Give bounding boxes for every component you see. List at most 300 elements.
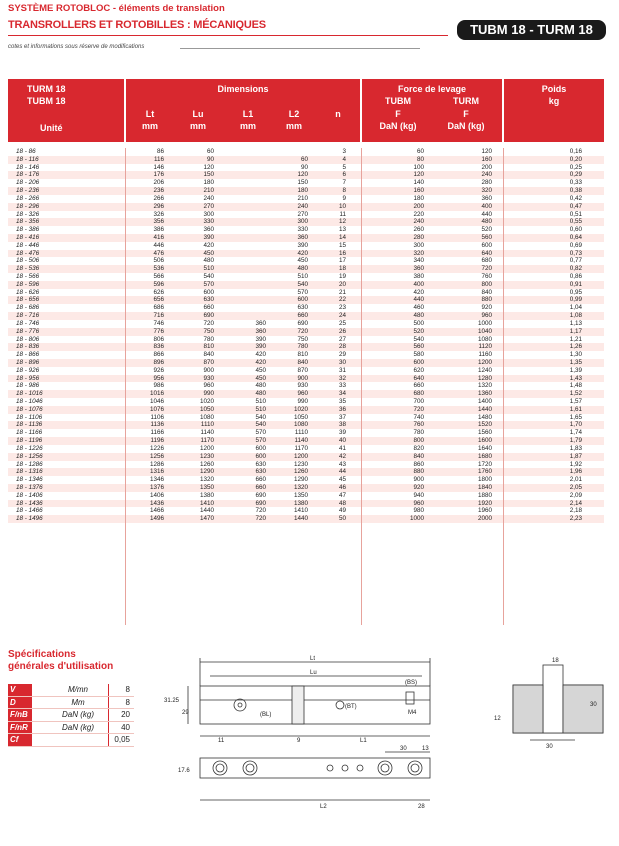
weight-unit: kg — [548, 96, 560, 106]
table-cell: 100 — [413, 163, 424, 171]
table-cell: 18 - 776 — [16, 327, 40, 335]
spec-divider — [108, 697, 109, 709]
table-cell: 1196 — [150, 437, 164, 445]
table-cell: 26 — [338, 327, 346, 335]
table-cell: 18 - 116 — [16, 155, 39, 163]
header-weight-block — [504, 79, 604, 142]
table-cell: 720 — [413, 405, 424, 413]
spec-row — [8, 697, 134, 710]
table-cell: 810 — [203, 343, 214, 351]
table-cell: 36 — [338, 405, 346, 413]
table-row — [8, 234, 604, 242]
table-cell: 1,57 — [569, 398, 582, 405]
table-cell: 840 — [481, 288, 492, 296]
h3-label: 17.6 — [178, 768, 190, 774]
table-cell: 880 — [481, 296, 492, 304]
table-cell: 360 — [481, 194, 492, 202]
table-row — [8, 461, 604, 469]
table-cell: 986 — [153, 382, 164, 390]
lu-label: Lu — [310, 670, 317, 676]
table-cell: 900 — [413, 476, 424, 484]
table-cell: 1080 — [199, 413, 214, 421]
table-cell: 1380 — [293, 499, 308, 507]
table-cell: 980 — [413, 507, 424, 515]
table-cell: 1,13 — [569, 319, 582, 327]
l2-col-unit: mm — [285, 121, 302, 131]
table-cell: 18 - 626 — [16, 288, 40, 296]
table-cell: 18 - 716 — [16, 312, 40, 320]
table-row — [8, 320, 604, 328]
table-cell: 420 — [413, 288, 424, 296]
table-cell: 180 — [203, 179, 214, 187]
table-cell: 446 — [153, 241, 164, 249]
table-row — [8, 336, 604, 344]
table-cell: 18 - 86 — [16, 148, 36, 155]
table-cell: 14 — [338, 233, 346, 241]
table-cell: 600 — [481, 241, 492, 249]
table-cell: 18 - 956 — [16, 374, 40, 382]
table-cell: 540 — [255, 421, 266, 429]
table-cell: 656 — [153, 296, 164, 304]
table-row — [8, 476, 604, 484]
table-cell: 780 — [413, 429, 424, 437]
l2-col-header: L2 — [288, 109, 300, 119]
table-cell: 44 — [338, 468, 346, 476]
table-cell: 1256 — [149, 452, 164, 460]
turm-col-unit: DaN (kg) — [447, 121, 485, 131]
table-row — [8, 148, 604, 156]
rail-joint — [292, 686, 304, 724]
table-cell: 18 - 476 — [16, 249, 40, 257]
spec-symbol: F/nR — [8, 722, 32, 734]
table-cell: 800 — [481, 280, 492, 288]
table-cell: 510 — [255, 398, 266, 405]
table-cell: 0,42 — [569, 194, 582, 202]
spec-divider — [108, 722, 109, 734]
table-row — [8, 273, 604, 281]
spec-row — [8, 684, 134, 697]
page-title: TRANSROLLERS ET ROTOBILLES : MÉCANIQUES — [8, 19, 266, 31]
table-cell: 540 — [297, 280, 308, 288]
table-cell: 566 — [153, 273, 164, 280]
table-cell: 1200 — [293, 452, 308, 460]
table-cell: 1136 — [150, 421, 164, 429]
table-cell: 360 — [413, 265, 424, 273]
table-cell: 2,05 — [569, 483, 582, 491]
table-row — [8, 515, 604, 523]
table-cell: 1170 — [294, 444, 308, 452]
table-cell: 80 — [416, 155, 424, 163]
table-cell: 296 — [153, 202, 164, 210]
table-cell: 900 — [203, 366, 214, 374]
table-cell: 630 — [297, 304, 308, 312]
table-cell: 240 — [297, 202, 308, 210]
d11-label: 11 — [218, 738, 225, 744]
table-cell: 1496 — [149, 515, 164, 523]
table-cell: 420 — [255, 351, 266, 359]
bl-label: (BL) — [260, 712, 272, 718]
header-dimensions-block — [126, 79, 360, 142]
table-cell: 1140 — [294, 437, 308, 445]
table-cell: 716 — [153, 312, 164, 320]
h2-label: 29 — [182, 710, 189, 716]
table-cell: 1466 — [149, 507, 164, 515]
table-cell: 1346 — [149, 476, 164, 484]
table-cell: 47 — [338, 491, 346, 499]
table-cell: 18 - 146 — [16, 163, 40, 171]
table-cell: 1,39 — [569, 366, 582, 374]
col-divider — [361, 148, 362, 625]
spec-symbol: F/nB — [8, 709, 32, 721]
table-cell: 420 — [297, 249, 308, 257]
table-cell: 1200 — [477, 358, 492, 366]
table-cell: 1470 — [199, 515, 214, 523]
table-cell: 480 — [255, 382, 266, 390]
table-row — [8, 179, 604, 187]
table-cell: 450 — [255, 366, 266, 374]
table-cell: 60 — [206, 148, 214, 155]
table-cell: 146 — [153, 163, 164, 171]
table-cell: 0,29 — [569, 171, 582, 179]
table-cell: 680 — [481, 257, 492, 265]
table-cell: 1400 — [477, 398, 492, 405]
table-cell: 0,16 — [569, 148, 582, 155]
table-cell: 660 — [255, 476, 266, 484]
table-cell: 1290 — [293, 476, 308, 484]
table-row — [8, 328, 604, 336]
table-cell: 120 — [481, 148, 492, 155]
table-cell: 810 — [297, 351, 308, 359]
table-cell: 1600 — [477, 437, 492, 445]
table-cell: 960 — [297, 390, 308, 398]
table-cell: 25 — [338, 319, 346, 327]
table-cell: 18 - 1136 — [16, 421, 43, 429]
table-cell: 18 - 1346 — [16, 476, 43, 484]
table-cell: 1,61 — [569, 405, 582, 413]
table-row — [8, 398, 604, 406]
table-cell: 626 — [153, 288, 164, 296]
table-cell: 32 — [338, 374, 346, 382]
table-cell: 18 - 1376 — [16, 483, 43, 491]
table-cell: 200 — [481, 163, 492, 171]
table-cell: 18 - 566 — [16, 273, 40, 280]
l2-label: L2 — [320, 804, 327, 810]
table-cell: 18 - 1226 — [16, 444, 43, 452]
tubm-col-sub: F — [395, 109, 401, 119]
table-cell: 686 — [153, 304, 164, 312]
table-row — [8, 359, 604, 367]
table-row — [8, 250, 604, 258]
table-cell: 476 — [153, 249, 164, 257]
table-cell: 0,91 — [569, 280, 582, 288]
table-cell: 806 — [153, 335, 164, 343]
table-cell: 750 — [297, 335, 308, 343]
table-cell: 39 — [338, 429, 346, 437]
table-cell: 480 — [255, 390, 266, 398]
table-cell: 540 — [413, 335, 424, 343]
table-cell: 266 — [153, 194, 164, 202]
table-cell: 0,86 — [569, 273, 582, 280]
table-cell: 1230 — [293, 460, 308, 468]
section-b-label: 30 — [590, 702, 597, 708]
table-cell: 2,23 — [569, 515, 582, 523]
table-cell: 1,26 — [569, 343, 582, 351]
table-cell: 22 — [338, 296, 346, 304]
table-cell: 3 — [342, 148, 346, 155]
table-cell: 1440 — [477, 405, 492, 413]
h1-label: 31.25 — [164, 698, 180, 704]
table-cell: 380 — [413, 273, 424, 280]
table-cell: 570 — [255, 429, 266, 437]
table-cell: 18 - 1106 — [16, 413, 43, 421]
table-cell: 1160 — [478, 351, 492, 359]
table-cell: 4 — [342, 155, 346, 163]
table-cell: 18 - 1196 — [16, 437, 43, 445]
table-cell: 640 — [413, 374, 424, 382]
table-cell: 440 — [413, 296, 424, 304]
table-cell: 18 - 1286 — [16, 460, 43, 468]
table-row — [8, 382, 604, 390]
table-cell: 580 — [413, 351, 424, 359]
table-cell: 240 — [413, 218, 424, 226]
table-cell: 1320 — [199, 476, 214, 484]
table-row — [8, 429, 604, 437]
table-cell: 540 — [255, 413, 266, 421]
table-cell: 940 — [413, 491, 424, 499]
table-cell: 18 - 896 — [16, 358, 40, 366]
m4-label: M4 — [408, 710, 417, 716]
table-cell: 1,87 — [569, 452, 582, 460]
table-cell: 31 — [338, 366, 346, 374]
table-cell: 38 — [338, 421, 346, 429]
table-row — [8, 281, 604, 289]
col0-header-unit: Unité — [40, 123, 63, 133]
table-cell: 1,52 — [569, 390, 582, 398]
table-cell: 1076 — [149, 405, 164, 413]
specs-title — [8, 649, 113, 673]
table-cell: 920 — [413, 483, 424, 491]
table-cell: 1380 — [199, 491, 214, 499]
table-cell: 1110 — [200, 421, 214, 429]
table-cell: 6 — [342, 171, 346, 179]
table-cell: 160 — [481, 155, 492, 163]
tubm-col-unit: DaN (kg) — [379, 121, 417, 131]
table-cell: 1410 — [293, 507, 308, 515]
table-cell: 1520 — [477, 421, 492, 429]
table-cell: 160 — [413, 187, 424, 195]
table-cell: 416 — [153, 233, 164, 241]
table-cell: 18 - 1436 — [16, 499, 43, 507]
table-cell: 1,48 — [569, 382, 582, 390]
table-cell: 690 — [255, 499, 266, 507]
table-cell: 1290 — [199, 468, 214, 476]
table-cell: 990 — [297, 398, 308, 405]
table-cell: 180 — [297, 187, 308, 195]
table-cell: 210 — [297, 194, 308, 202]
col-divider — [125, 148, 126, 625]
rail-hole — [234, 699, 246, 711]
table-cell: 240 — [481, 171, 492, 179]
table-cell: 34 — [338, 390, 346, 398]
bt-label: (BT) — [345, 704, 357, 710]
rail-body — [200, 686, 430, 724]
table-cell: 17 — [338, 257, 346, 265]
table-cell: 600 — [255, 444, 266, 452]
table-cell: 1020 — [199, 398, 214, 405]
table-cell: 1840 — [477, 483, 492, 491]
table-row — [8, 367, 604, 375]
table-cell: 800 — [413, 437, 424, 445]
table-cell: 690 — [297, 319, 308, 327]
table-cell: 320 — [481, 187, 492, 195]
table-cell: 0,99 — [569, 296, 582, 304]
table-cell: 2,01 — [569, 476, 582, 484]
table-cell: 1050 — [293, 413, 308, 421]
table-cell: 776 — [153, 327, 164, 335]
table-cell: 480 — [203, 257, 214, 265]
table-cell: 1200 — [199, 444, 214, 452]
table-row — [8, 484, 604, 492]
table-cell: 200 — [413, 202, 424, 210]
table-row — [8, 171, 604, 179]
table-row — [8, 445, 604, 453]
table-cell: 760 — [413, 421, 424, 429]
section-rail — [543, 665, 563, 733]
spec-row — [8, 734, 134, 747]
table-cell: 400 — [481, 202, 492, 210]
table-cell: 1,83 — [569, 444, 582, 452]
table-cell: 560 — [481, 233, 492, 241]
technical-drawing — [160, 640, 610, 840]
section-a-label: 18 — [552, 658, 559, 664]
table-cell: 0,73 — [569, 249, 582, 257]
table-cell: 330 — [203, 218, 214, 226]
table-cell: 236 — [153, 187, 164, 195]
table-cell: 86 — [156, 148, 164, 155]
rail-hole-center — [238, 703, 242, 707]
table-cell: 840 — [203, 351, 214, 359]
table-cell: 180 — [413, 194, 424, 202]
table-cell: 18 - 416 — [16, 233, 40, 241]
table-cell: 500 — [413, 319, 424, 327]
table-cell: 1,74 — [569, 429, 582, 437]
table-cell: 420 — [255, 358, 266, 366]
table-row — [8, 437, 604, 445]
table-cell: 18 - 926 — [16, 366, 40, 374]
rail-hole — [336, 701, 344, 709]
table-cell: 18 - 866 — [16, 351, 40, 359]
table-cell: 600 — [203, 288, 214, 296]
table-cell: 1,96 — [569, 468, 582, 476]
table-cell: 570 — [297, 288, 308, 296]
l1-col-unit: mm — [239, 121, 256, 131]
l1-label: L1 — [360, 738, 367, 744]
table-cell: 450 — [203, 249, 214, 257]
table-cell: 960 — [481, 312, 492, 320]
table-cell: 1760 — [477, 468, 492, 476]
table-cell: 13 — [338, 226, 346, 234]
table-row — [8, 343, 604, 351]
table-row — [8, 406, 604, 414]
col0-header-line2: TUBM 18 — [27, 96, 66, 106]
table-cell: 1440 — [199, 507, 214, 515]
table-cell: 140 — [413, 179, 424, 187]
table-cell: 42 — [338, 452, 346, 460]
table-cell: 37 — [338, 413, 346, 421]
table-cell: 956 — [153, 374, 164, 382]
table-cell: 1240 — [477, 366, 492, 374]
table-cell: 18 - 686 — [16, 304, 40, 312]
table-cell: 870 — [203, 358, 214, 366]
table-cell: 18 - 1466 — [16, 507, 43, 515]
table-cell: 390 — [203, 233, 214, 241]
table-cell: 1260 — [293, 468, 308, 476]
table-cell: 1720 — [477, 460, 492, 468]
table-cell: 43 — [338, 460, 346, 468]
table-cell: 5 — [342, 163, 346, 171]
table-cell: 1080 — [293, 421, 308, 429]
table-row — [8, 296, 604, 304]
table-cell: 0,60 — [569, 226, 582, 234]
table-cell: 50 — [338, 515, 346, 523]
table-cell: 220 — [413, 210, 424, 218]
table-row — [8, 257, 604, 265]
table-cell: 1376 — [149, 483, 164, 491]
table-cell: 120 — [297, 171, 308, 179]
table-cell: 60 — [300, 155, 308, 163]
table-cell: 28 — [338, 343, 346, 351]
table-cell: 780 — [297, 343, 308, 351]
table-cell: 640 — [481, 249, 492, 257]
d30-label: 30 — [400, 746, 407, 752]
table-cell: 1170 — [200, 437, 214, 445]
table-cell: 0,64 — [569, 233, 582, 241]
table-cell: 1,70 — [569, 421, 582, 429]
table-cell: 740 — [413, 413, 424, 421]
table-cell: 270 — [203, 202, 214, 210]
table-cell: 520 — [481, 226, 492, 234]
table-cell: 960 — [413, 499, 424, 507]
bs-screw — [406, 692, 414, 704]
table-cell: 0,77 — [569, 257, 582, 265]
table-cell: 860 — [413, 460, 424, 468]
table-cell: 506 — [153, 257, 164, 265]
table-cell: 15 — [338, 241, 346, 249]
table-cell: 1,30 — [569, 351, 582, 359]
table-cell: 1,92 — [569, 460, 582, 468]
spec-value: 8 — [125, 697, 130, 707]
bs-label: (BS) — [405, 680, 417, 686]
table-cell: 510 — [203, 265, 214, 273]
table-cell: 600 — [297, 296, 308, 304]
header-force-block — [362, 79, 502, 142]
table-cell: 930 — [203, 374, 214, 382]
table-cell: 836 — [153, 343, 164, 351]
table-cell: 460 — [413, 304, 424, 312]
lt-col-unit: mm — [141, 121, 158, 131]
table-cell: 19 — [338, 273, 346, 280]
table-cell: 2,14 — [569, 499, 582, 507]
table-cell: 660 — [413, 382, 424, 390]
table-cell: 18 - 656 — [16, 296, 40, 304]
table-cell: 18 - 206 — [16, 179, 40, 187]
table-cell: 1230 — [199, 452, 214, 460]
table-cell: 900 — [297, 374, 308, 382]
table-cell: 390 — [255, 335, 266, 343]
table-cell: 150 — [297, 179, 308, 187]
table-cell: 450 — [297, 257, 308, 265]
spec-unit: DaN (kg) — [61, 722, 94, 732]
